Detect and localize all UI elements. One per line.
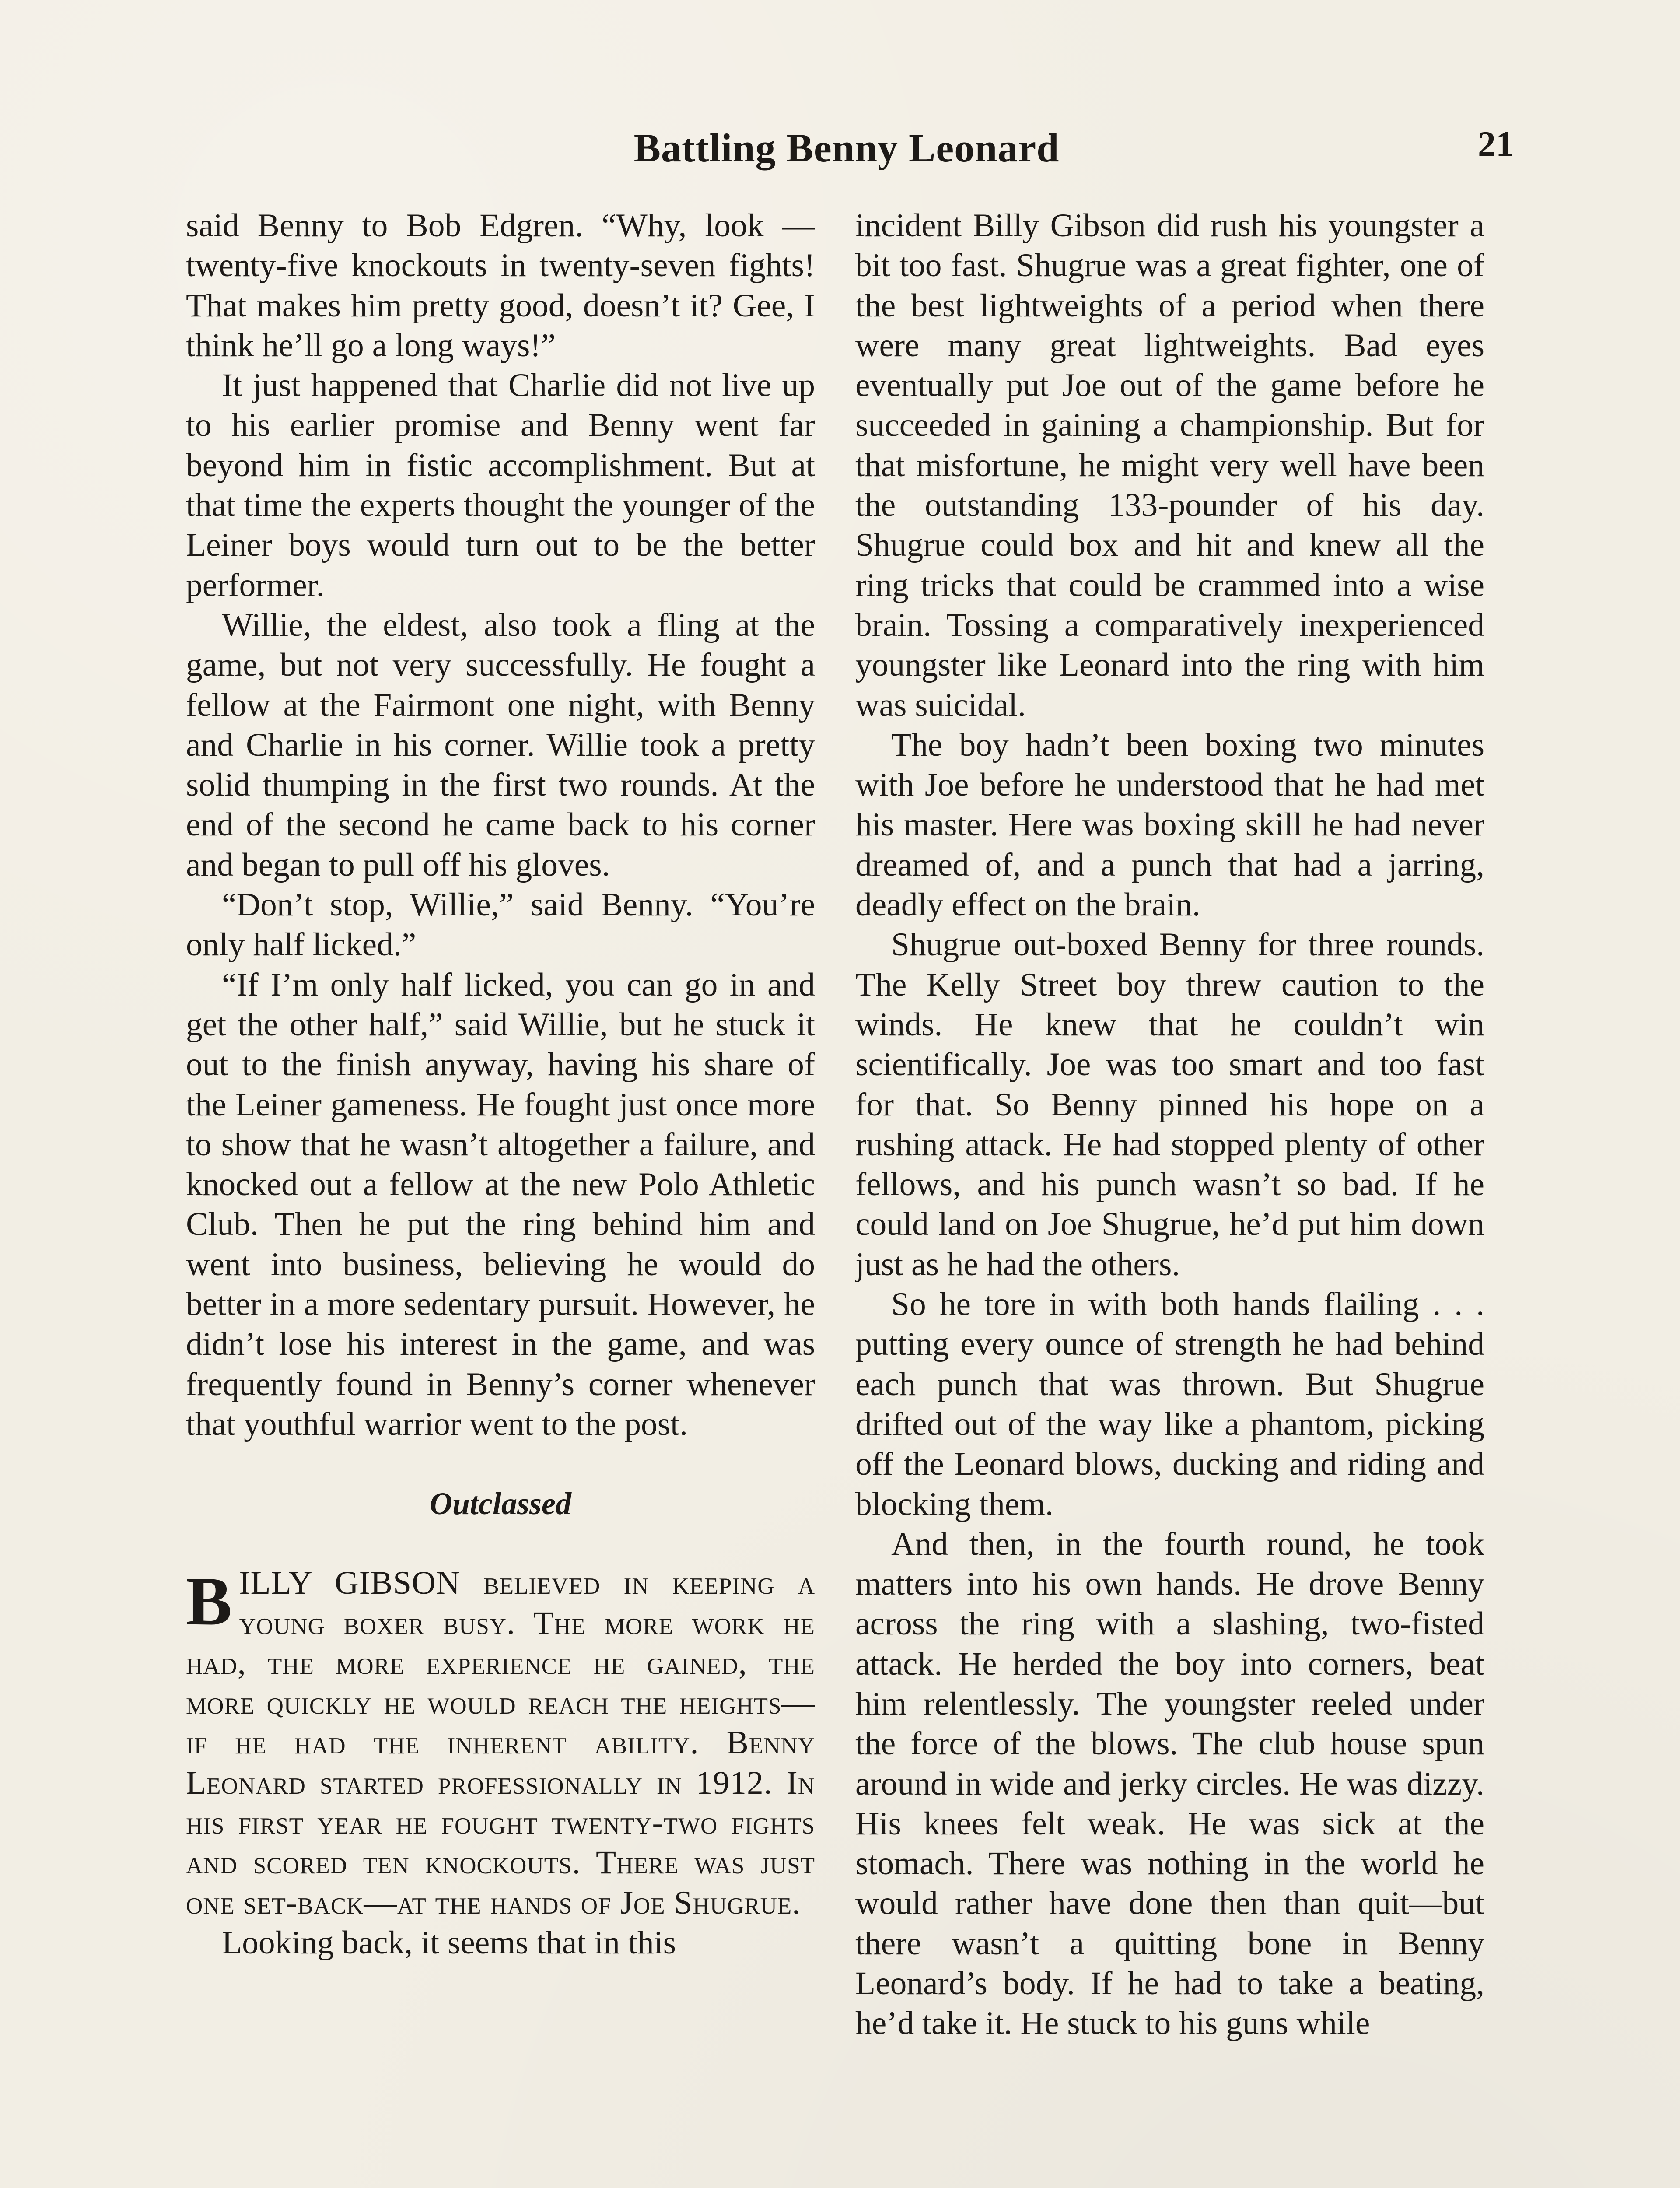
paragraph: The boy hadn’t been boxing two minutes with Joe before he understood that he had met his master. Here was boxing skill he had never dreamed of, and a punch that had a jarring, deadly effect on the brain. — [855, 726, 1484, 923]
paragraph: Looking back, it seems that in this — [222, 1924, 676, 1961]
page-number: 21 — [1478, 124, 1514, 164]
drop-cap: B — [186, 1563, 232, 1640]
paragraph: incident Billy Gibson did rush his youngster a bit too fast. Shugrue was a great fighter, one of the best lightweights of a period when there were many great lightweights. Bad eyes eventually put Joe out of the game before he succeeded in gaining a championship. But for that misfortune, he might very well have been the outstanding 133-pounder of his day. Shugrue could box and hit and knew all the ring tricks that could be crammed into a wise brain. Tossing a comparatively inexperienced youngster like Leonard into the ring with him was suicidal. — [855, 207, 1484, 723]
paragraph: Willie, the eldest, also took a fling at the game, but not very successfully. He fought a fellow at the Fairmont one night, with Benny and Charlie in his corner. Willie took a pretty solid thumping in the first two rounds. At the end of the second he came back to his corner and began to pull off his gloves. — [186, 607, 815, 883]
section-opening-text: ILLY GIBSON believed in keeping a young boxer busy. The more work he had, the more experience he gained, the more quickly he would reach the heights—if he had the inherent ability. Benny Leonard started professionally in 1912. In his first year he fought twenty-two fights and scored ten knockouts. There was just one set-back—at the hands of Joe Shugrue. — [186, 1565, 815, 1921]
paragraph: So he tore in with both hands flailing . . . putting every ounce of strength he had behind each punch that was thrown. But Shugrue drifted out of the way like a phantom, picking off the Leonard blows, ducking and riding and blocking them. — [855, 1286, 1484, 1522]
paragraph: Shugrue out-boxed Benny for three rounds. The Kelly Street boy threw caution to the winds. He knew that he couldn’t win scientifically. Joe was too smart and too fast for that. So Benny pinned his hope on a rushing attack. He had stopped plenty of other fellows, and his punch wasn’t so bad. If he could land on Joe Shugrue, he’d put him down just as he had the others. — [855, 926, 1484, 1283]
section-heading: Outclassed — [430, 1486, 571, 1522]
paragraph: “Don’t stop, Willie,” said Benny. “You’re only half licked.” — [186, 887, 815, 963]
paragraph: “If I’m only half licked, you can go in and get the other half,” said Willie, but he stuck it out to the finish anyway, having his share of the Leiner gameness. He fought just once more to show that he wasn’t altogether a failure, and knocked out a fellow at the new Polo Athletic Club. Then he put the ring behind him and went into business, believing he would do better in a more sedentary pursuit. However, he didn’t lose his interest in the game, and was frequently found in Benny’s corner whenever that youthful warrior went to the post. — [186, 966, 815, 1442]
section-opening-paragraph — [186, 1563, 815, 1923]
paragraph: It just happened that Charlie did not live up to his earlier promise and Benny went far beyond him in fistic accomplishment. But at that time the experts thought the younger of the Leiner boys would turn out to be the better performer. — [186, 367, 815, 603]
paragraph: And then, in the fourth round, he took matters into his own hands. He drove Benny across the ring with a slashing, two-fisted attack. He herded the boy into corners, beat him relentlessly. The youngster reeled under the force of the blows. The club house spun around in wide and jerky circles. He was dizzy. His knees felt weak. He was sick at the stomach. There was nothing in the world he would rather have done then than quit—but there wasn’t a quitting bone in Benny Leonard’s body. If he had to take a beating, he’d take it. He stuck to his guns while — [855, 1525, 1484, 2042]
page-header — [0, 118, 1680, 184]
running-title: Battling Benny Leonard — [634, 126, 1060, 170]
paragraph: said Benny to Bob Edgren. “Why, look —twenty-five knockouts in twenty-seven fights! That makes him pretty good, doesn’t it? Gee, I think he’ll go a long ways!” — [186, 207, 815, 364]
right-text-column — [855, 206, 1484, 2188]
left-text-column — [186, 206, 815, 2188]
